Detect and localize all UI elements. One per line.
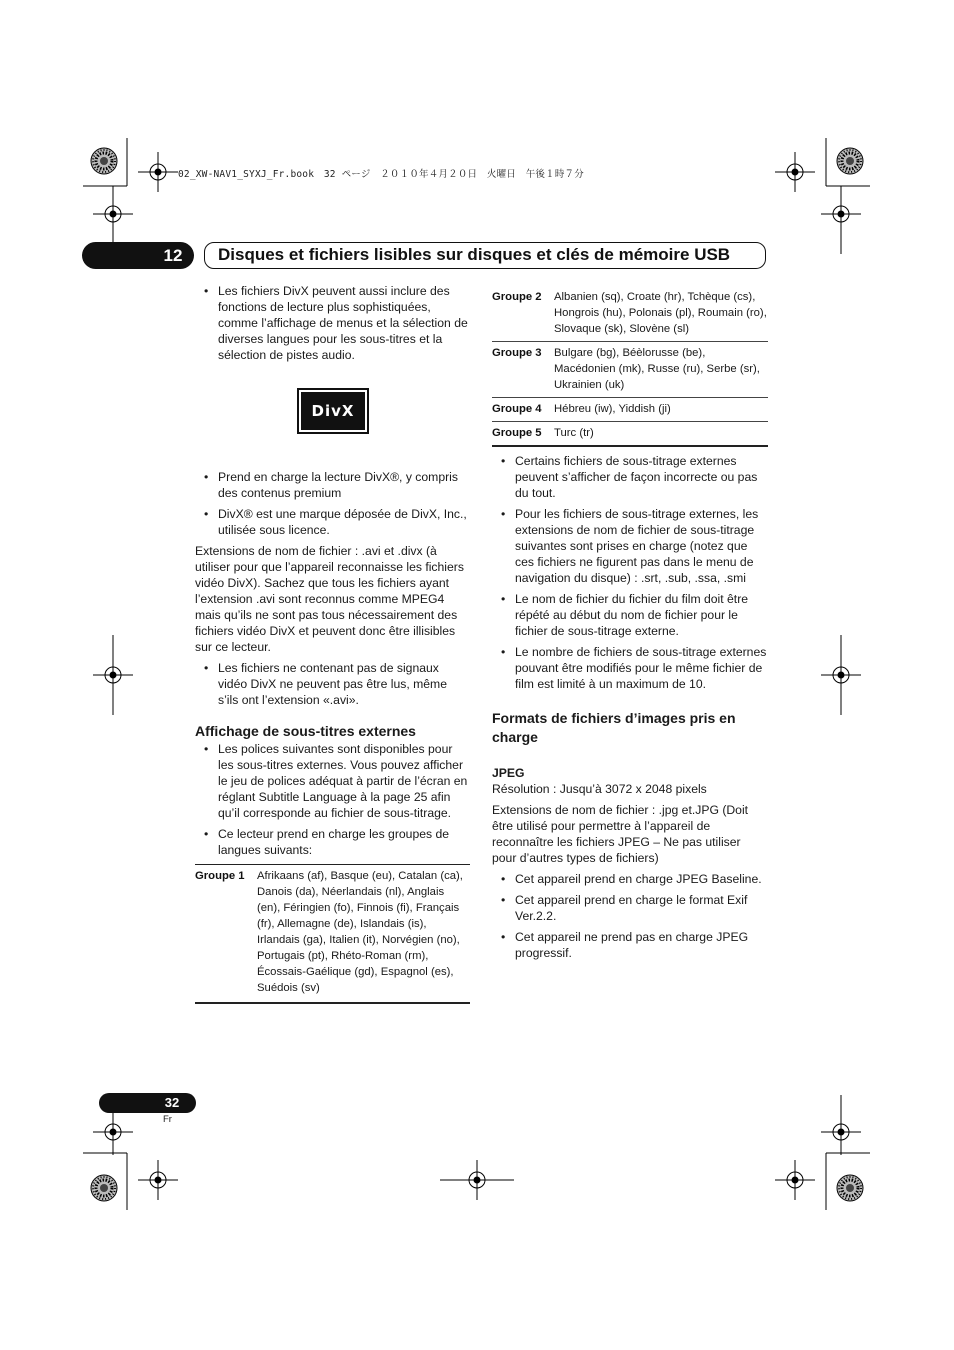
list-item: • Les fichiers DivX peuvent aussi inclure des fonctions de lecture plus sophistiquées, comme l’affichage de menus et la sélection de diverses langues pour les sous-titres et la sélection de pistes audio. <box>204 284 468 362</box>
right-column <box>492 286 768 966</box>
list-item-text: Prend en charge la lecture DivX®, y compris des contenus premium <box>218 470 458 500</box>
section-heading-image-formats: Formats de fichiers d’images pris en charge <box>492 710 736 745</box>
group-label: Groupe 5 <box>492 427 542 439</box>
chapter-number: 12 <box>163 246 183 265</box>
group-languages: Albanien (sq), Croate (hr), Tchèque (cs), Hongrois (hu), Polonais (pl), Roumain (ro), Slovaque (sk), Slovène (sl) <box>554 291 767 335</box>
list-item-text: Les polices suivantes sont disponibles pour les sous-titres externes. Vous pouvez afficher le jeu de polices adéquat à partir de l’écran en réglant Subtitle Language à la page 25 afin qu’il corresponde au fichier de sous-titrage. <box>218 742 468 820</box>
group-label: Groupe 2 <box>492 291 542 303</box>
language-group-row <box>195 864 470 1002</box>
group-languages: Hébreu (iw), Yiddish (ji) <box>554 403 671 415</box>
list-item-text: Cet appareil ne prend pas en charge JPEG progressif. <box>515 930 749 960</box>
list-item: • Ce lecteur prend en charge les groupes de langues suivants: <box>204 827 450 857</box>
list-item: • Prend en charge la lecture DivX®, y compris des contenus premium <box>204 470 458 500</box>
list-item-text: Les fichiers ne contenant pas de signaux vidéo DivX ne peuvent pas être lus, même s’ils ont l’extension «.avi». <box>218 661 447 707</box>
language-group-row <box>492 398 768 421</box>
list-item-text: DivX® est une marque déposée de DivX, Inc., utilisée sous licence. <box>218 507 467 537</box>
language-group-row <box>492 286 768 341</box>
list-item-text: Ce lecteur prend en charge les groupes de langues suivants: <box>218 827 450 857</box>
divx-logo <box>297 388 369 434</box>
group-label: Groupe 3 <box>492 347 542 359</box>
left-column <box>195 283 470 1004</box>
file-extension-paragraph: Extensions de nom de fichier : .avi et .divx (à utiliser pour que l’appareil reconnaisse les fichiers vidéo DivX). Sachez que tous les fichiers ayant l’extension .avi sont reconnus comme MPEG4 mais qu’ils ne sont pas tous nécessairement des fichiers vidéo DivX et peuvent donc être illisibles sur ce lecteur. <box>195 544 464 654</box>
language-group-row <box>492 422 768 445</box>
jpeg-resolution: Résolution : Jusqu’à 3072 x 2048 pixels <box>492 782 707 796</box>
group-label: Groupe 1 <box>195 870 245 882</box>
language-group-row <box>492 342 768 397</box>
list-item: • Les fichiers ne contenant pas de signaux vidéo DivX ne peuvent pas être lus, même s’ils ont l’extension «.avi». <box>204 661 447 707</box>
print-meta-line: 02_XW-NAV1_SYXJ_Fr.book 32 ページ ２０１０年４月２０日 火曜日 午後１時７分 <box>178 169 584 180</box>
jpeg-extension-paragraph: Extensions de nom de fichier : .jpg et.JPG (Doit être utilisé pour permettre à l’appareil de reconnaître les fichiers JPEG – Ne pas utiliser pour d’autres types de fichiers) <box>492 803 749 865</box>
group-languages: Afrikaans (af), Basque (eu), Catalan (ca), Danois (da), Néerlandais (nl), Anglais (en), Féringien (fo), Finnois (fi), Français (fr), Allemagne (de), Islandais (is), Irlandais (ga), Italien (it), Norvégien (no), Portugais (pt), Rhéto-Roman (rm), Écossais-Gaélique (gd), Espagnol (es), Suédois (sv) <box>257 870 463 994</box>
list-item-text: Cet appareil prend en charge le format Exif Ver.2.2. <box>515 893 748 923</box>
list-item: • Cet appareil prend en charge JPEG Baseline. <box>501 872 762 886</box>
group-languages: Bulgare (bg), Béèlorusse (be), Macédonien (mk), Russe (ru), Serbe (sr), Ukrainien (uk) <box>554 347 760 391</box>
list-item-text: Les fichiers DivX peuvent aussi inclure des fonctions de lecture plus sophistiquées, comme l’affichage de menus et la sélection de diverses langues pour les sous-titres et la sélection de pistes audio. <box>218 284 468 362</box>
list-item: • Cet appareil prend en charge le format Exif Ver.2.2. <box>501 893 748 923</box>
table-bottom-rule <box>195 1002 470 1004</box>
page-number: 32 <box>164 1095 180 1110</box>
divx-logo-text: DivX <box>301 392 365 430</box>
list-item: • Pour les fichiers de sous-titrage externes, les extensions de nom de fichier de sous-titrage suivantes sont prises en charge (notez que ces fichiers ne figurent pas dans le menu de navigation du disque) : .srt, .sub, .ssa, .smi <box>501 507 759 585</box>
list-item: • DivX® est une marque déposée de DivX, Inc., utilisée sous licence. <box>204 507 467 537</box>
chapter-title: Disques et fichiers lisibles sur disques et clés de mémoire USB <box>218 245 731 264</box>
subsection-heading-jpeg: JPEG <box>492 766 525 780</box>
list-item: • Les polices suivantes sont disponibles pour les sous-titres externes. Vous pouvez afficher le jeu de polices adéquat à partir de l’écran en réglant Subtitle Language à la page 25 afin qu’il corresponde au fichier de sous-titrage. <box>204 742 468 820</box>
group-languages: Turc (tr) <box>554 427 594 439</box>
list-item-text: Cet appareil prend en charge JPEG Baseline. <box>515 872 762 886</box>
list-item-text: Certains fichiers de sous-titrage externes peuvent s’afficher de façon incorrecte ou pas du tout. <box>515 454 758 500</box>
list-item-text: Pour les fichiers de sous-titrage externes, les extensions de nom de fichier de sous-titrage suivantes sont prises en charge (notez que ces fichiers ne figurent pas dans le menu de navigation du disque) : .srt, .sub, .ssa, .smi <box>515 507 759 585</box>
section-heading-subtitles: Affichage de sous-titres externes <box>195 723 416 739</box>
list-item: • Le nombre de fichiers de sous-titrage externes pouvant être modifiés pour le même fichier de film est limité à un maximum de 10. <box>501 645 767 691</box>
page-language: Fr <box>163 1114 172 1125</box>
group-label: Groupe 4 <box>492 403 542 415</box>
list-item-text: Le nom de fichier du fichier du film doit être répété au début du nom de fichier pour le fichier de sous-titrage externe. <box>515 592 749 638</box>
list-item-text: Le nombre de fichiers de sous-titrage externes pouvant être modifiés pour le même fichier de film est limité à un maximum de 10. <box>515 645 767 691</box>
table-bottom-rule <box>492 445 768 447</box>
list-item: • Cet appareil ne prend pas en charge JPEG progressif. <box>501 930 749 960</box>
list-item: • Le nom de fichier du fichier du film doit être répété au début du nom de fichier pour le fichier de sous-titrage externe. <box>501 592 749 638</box>
list-item: • Certains fichiers de sous-titrage externes peuvent s’afficher de façon incorrecte ou pas du tout. <box>501 454 758 500</box>
